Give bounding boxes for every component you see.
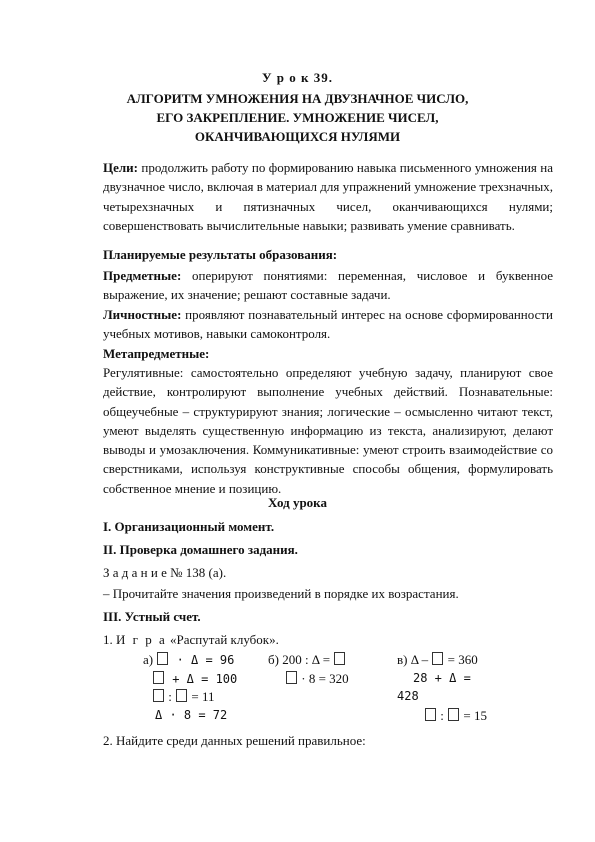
subject-label: Предметные: (103, 268, 182, 283)
square-icon (448, 708, 459, 721)
expr-a-3: : = 11 (152, 689, 214, 705)
square-icon (432, 652, 443, 665)
meta-heading: Метапредметные: (103, 346, 210, 361)
item-2: 2. Найдите среди данных решений правильное: (103, 733, 366, 748)
meta-text: Регулятивные: самостоятельно определяют учебную задачу, планируют свое действие, контролируют выполнение учебных действий. Познавательные: общеучебные – структурируют знания; логические – осмысленно читают текст, умеют выделять существенную информацию из текста, анализируют, делают выводы и умозаключения. Коммуникативные: умеют строить взаимодействие со сверстниками, используя конструктивные способы общения, формулировать собственное мнение и позицию. (103, 365, 553, 496)
expr-c-2: 28 + Δ = (413, 671, 471, 685)
lesson-title-line-1: АЛГОРИТМ УМНОЖЕНИЯ НА ДВУЗНАЧНОЕ ЧИСЛО, (126, 91, 469, 106)
section-oral-counting: III. Устный счет. (103, 609, 201, 624)
expr-c-2-cont: 428 (397, 689, 419, 703)
lesson-title-line-2: ЕГО ЗАКРЕПЛЕНИЕ. УМНОЖЕНИЕ ЧИСЕЛ, (156, 110, 439, 125)
expr-a-2: + Δ = 100 (152, 671, 237, 687)
game-name: «Распутай клубок». (166, 632, 279, 647)
game-line (103, 630, 553, 649)
task-number: № 138 (а). (166, 565, 227, 580)
personal-label: Личностные: (103, 307, 182, 322)
personal-text: проявляют познавательный интерес на основе сформированности учебных мотивов, навыки самоконтроля. (103, 307, 553, 342)
square-icon (157, 652, 168, 665)
task-line (103, 563, 553, 582)
square-icon (425, 708, 436, 721)
lesson-title-line-3: ОКАНЧИВАЮЩИХСЯ НУЛЯМИ (194, 129, 401, 144)
square-icon (153, 689, 164, 702)
section-org-moment: I. Организационный момент. (103, 519, 275, 534)
section-homework-check: II. Проверка домашнего задания. (103, 542, 298, 557)
goals-paragraph (103, 158, 553, 235)
expr-b-2: · 8 = 320 (285, 671, 349, 687)
game-label: И г р а (116, 632, 167, 647)
game-number: 1. (103, 632, 116, 647)
subject-results (103, 266, 553, 305)
lesson-number: У р о к 39. (261, 70, 333, 85)
square-icon (176, 689, 187, 702)
expr-b-1: б) 200 : Δ = (268, 652, 346, 668)
goals-label: Цели: (103, 160, 138, 175)
task-label: З а д а н и е (103, 565, 167, 580)
task-instruction: – Прочитайте значения произведений в порядке их возрастания. (103, 586, 459, 601)
results-heading: Планируемые результаты образования: (103, 247, 338, 262)
goals-text: продолжить работу по формированию навыка письменного умножения на двузначное число, включая в материал для упражнений умножение трехзначных, четырехзначных и пятизначных чисел, оканчивающихся нулями; совершенствовать вычислительные навыки; развивать умение сравнивать. (103, 160, 553, 233)
square-icon (153, 671, 164, 684)
square-icon (334, 652, 345, 665)
personal-results (103, 305, 553, 344)
course-heading: Ход урока (268, 495, 327, 510)
subject-text: оперируют понятиями: переменная, числовое и буквенное выражение, их значение; решают составные задачи. (103, 268, 553, 303)
expr-a-4: Δ · 8 = 72 (155, 708, 228, 722)
expr-a-1: а) · Δ = 96 (143, 652, 235, 667)
expr-c-3: : = 15 (424, 708, 487, 724)
expr-c-1: в) Δ – = 360 (397, 652, 478, 667)
square-icon (286, 671, 297, 684)
